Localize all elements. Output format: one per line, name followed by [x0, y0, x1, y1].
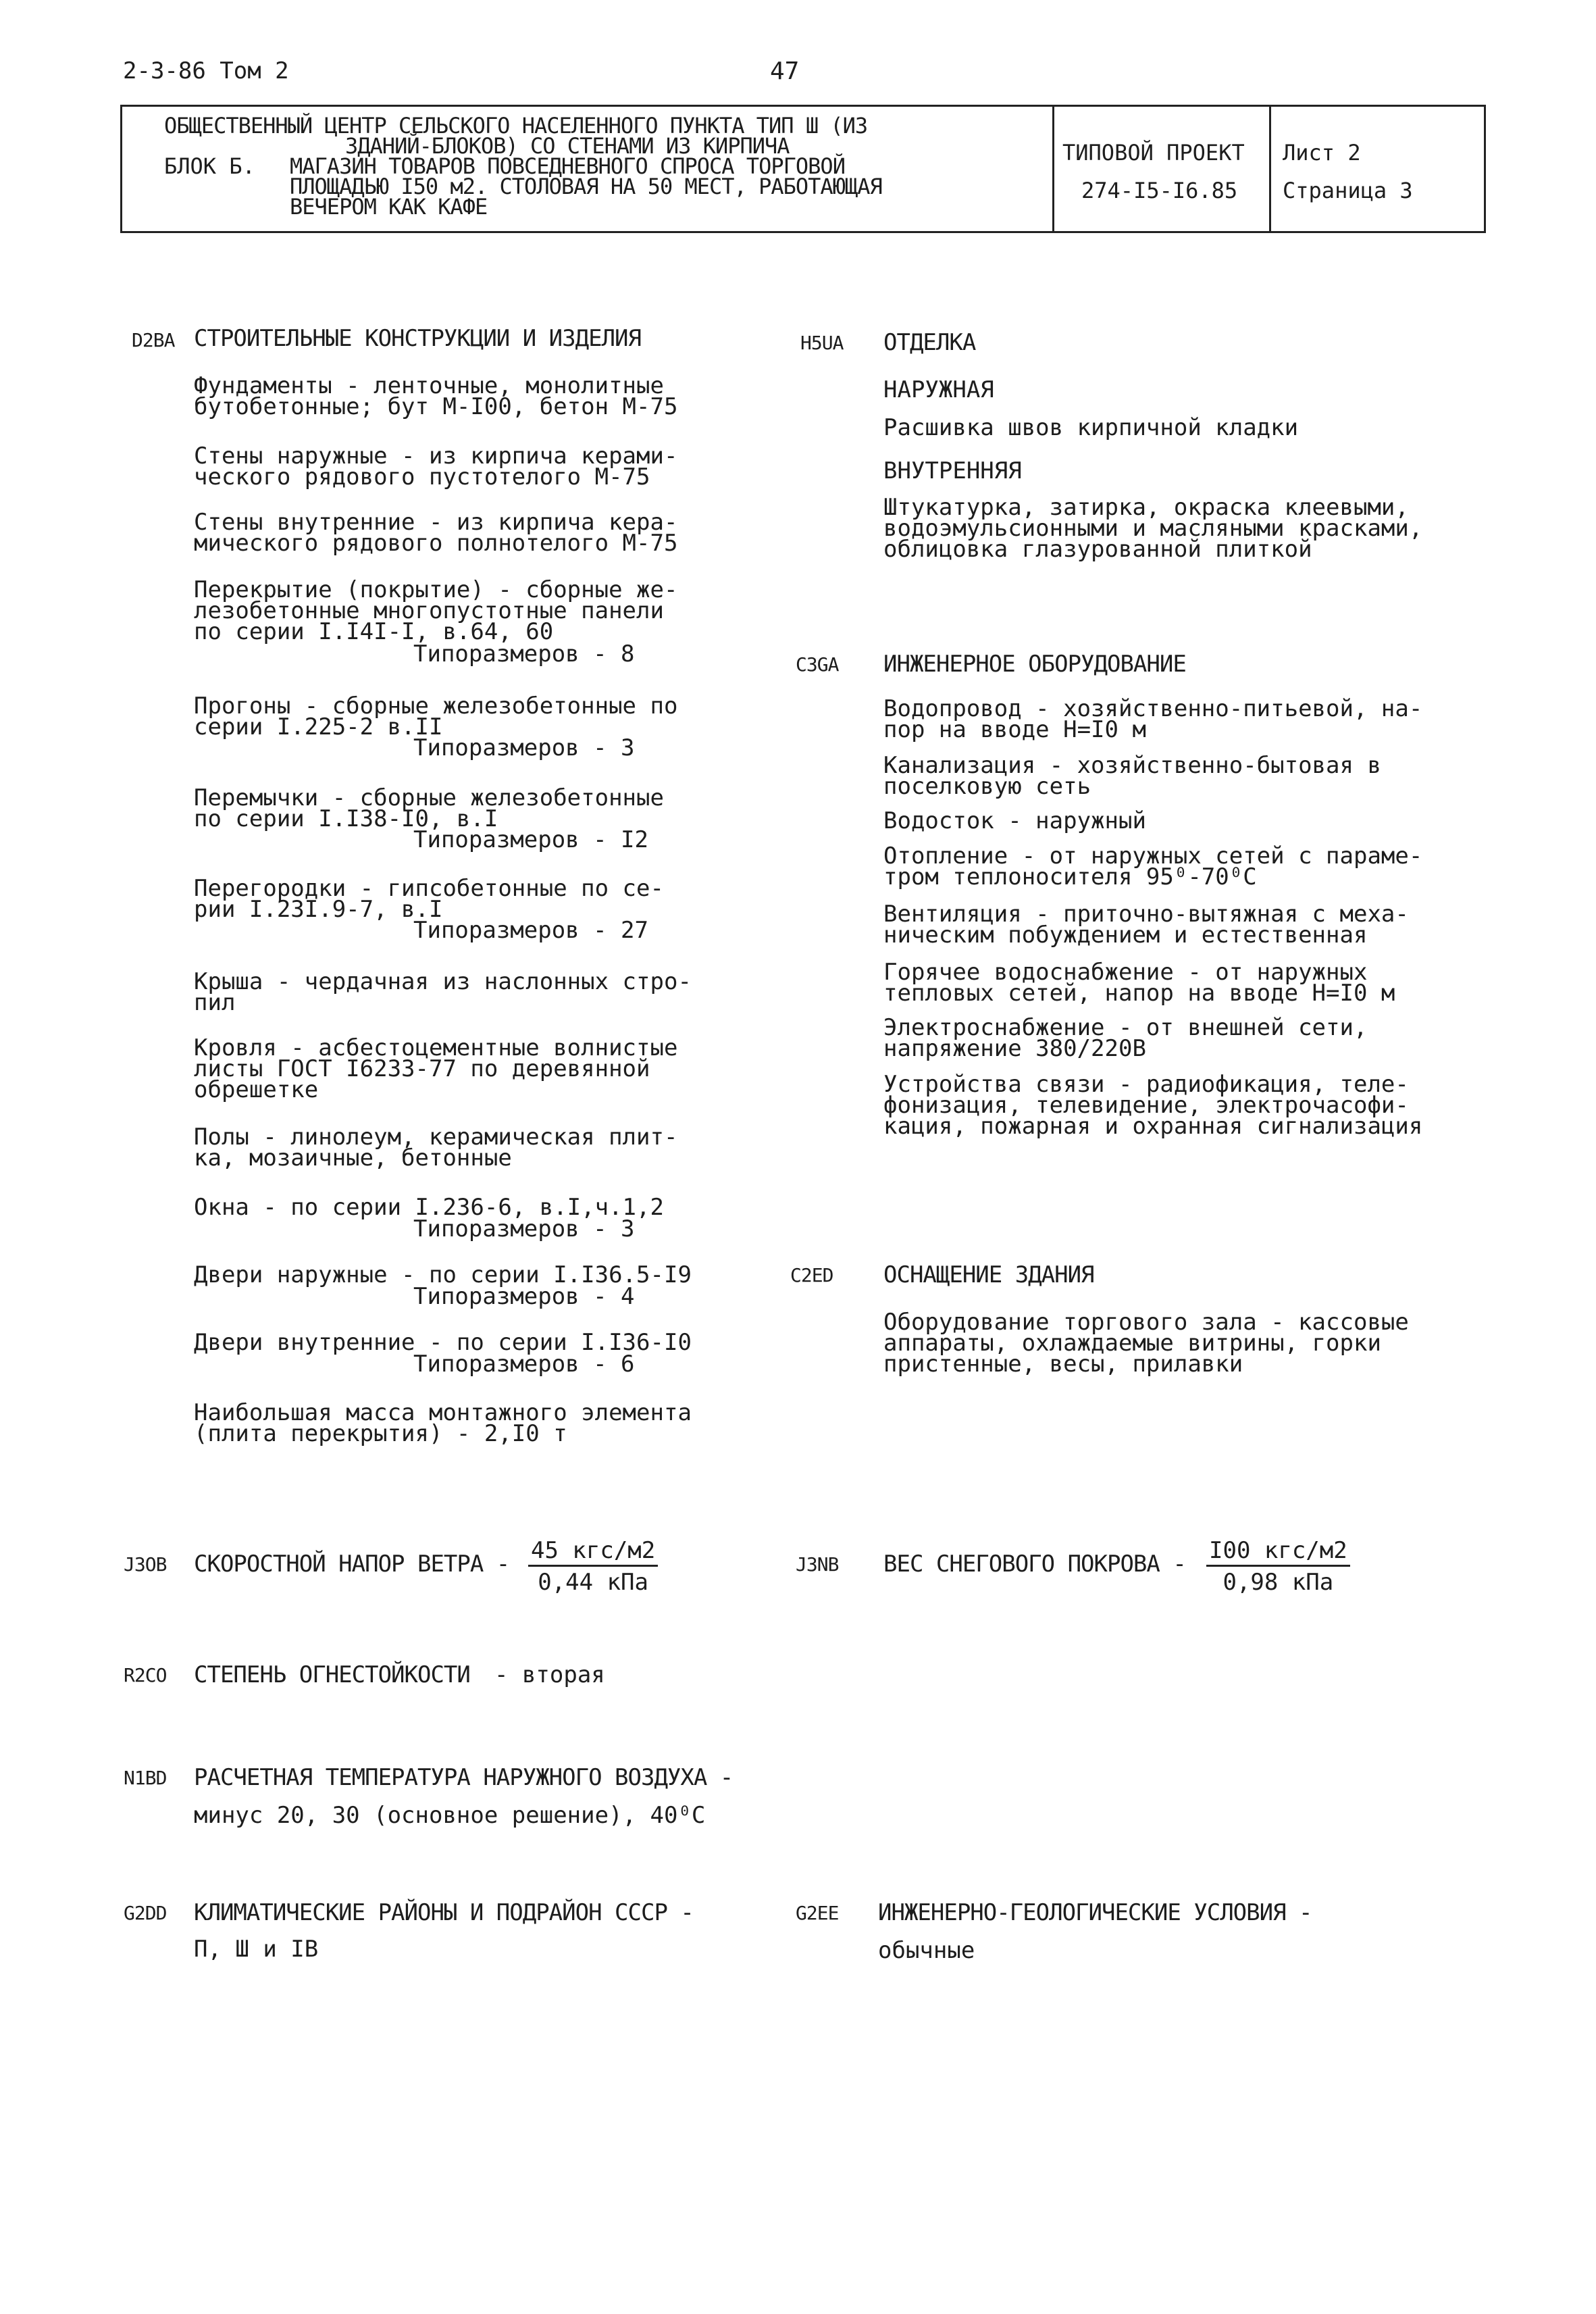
list-item: Вентиляция - приточно-вытяжная с меха- ническим побуждением и естественная	[883, 901, 1409, 949]
type-count: Типоразмеров - I2	[413, 826, 648, 853]
section-code: J3NB	[796, 1553, 839, 1576]
climate-regions-value: П, Ш и IВ	[194, 1936, 319, 1963]
title-line-5: ВЕЧЕРОМ КАК КАФЕ	[290, 194, 488, 220]
project-label: ТИПОВОЙ ПРОЕКТ	[1062, 140, 1245, 166]
wind-load-value	[528, 1539, 658, 1594]
list-item: Кровля - асбестоцементные волнистые листы ГОСТ I6233-77 по деревянной обрешетке	[194, 1034, 678, 1103]
section-code: G2DD	[124, 1902, 167, 1924]
geology-value: обычные	[878, 1937, 975, 1964]
fire-resistance-value: - вторая	[494, 1661, 605, 1688]
page-ref: 2-3-86 Том 2	[123, 57, 289, 84]
climate-regions-label: КЛИМАТИЧЕСКИЕ РАЙОНЫ И ПОДРАЙОН СССР -	[194, 1899, 694, 1926]
finish-inner-text: Штукатурка, затирка, окраска клеевыми, водоэмульсионными и масляными красками, облицовка глазурованной плиткой	[883, 494, 1423, 563]
list-item: Прогоны - сборные железобетонные по серии I.225-2 в.II	[194, 693, 678, 740]
fire-resistance-label: СТЕПЕНЬ ОГНЕСТОЙКОСТИ	[194, 1661, 470, 1688]
list-item: Канализация - хозяйственно-бытовая в поселковую сеть	[883, 752, 1381, 800]
list-item: Двери внутренние - по серии I.I36-I0	[194, 1329, 692, 1356]
title-line-2: ЗДАНИЙ-БЛОКОВ) СО СТЕНАМИ ИЗ КИРПИЧА	[345, 133, 790, 159]
title-block	[120, 105, 1486, 233]
list-item: Полы - линолеум, керамическая плит- ка, мозаичные, бетонные	[194, 1124, 678, 1172]
design-temperature-label: РАСЧЕТНАЯ ТЕМПЕРАТУРА НАРУЖНОГО ВОЗДУХА -	[194, 1764, 733, 1791]
list-item: Крыша - чердачная из наслонных стро- пил	[194, 968, 692, 1016]
section-code: H5UA	[800, 332, 844, 354]
list-item: Горячее водоснабжение - от наружных тепловых сетей, напор на вводе Н=I0 м	[883, 959, 1395, 1007]
list-item: Фундаменты - ленточные, монолитные бутобетонные; бут М-I00, бетон М-75	[194, 372, 678, 420]
section-code: C3GA	[796, 653, 839, 676]
list-item: Перегородки - гипсобетонные по се- рии I.23I.9-7, в.I	[194, 875, 664, 923]
geology-label: ИНЖЕНЕРНО-ГЕОЛОГИЧЕСКИЕ УСЛОВИЯ -	[878, 1899, 1312, 1926]
section-code: D2BA	[132, 329, 175, 351]
section-title-equipment: ОСНАЩЕНИЕ ЗДАНИЯ	[883, 1261, 1094, 1288]
list-item: Стены внутренние - из кирпича кера- мического рядового полнотелого М-75	[194, 509, 678, 557]
snow-load-kgf: I00 кгс/м2	[1206, 1539, 1350, 1567]
title-line-1: ОБЩЕСТВЕННЫЙ ЦЕНТР СЕЛЬСКОГО НАСЕЛЕННОГО ПУНКТА ТИП Ш (ИЗ	[164, 113, 868, 139]
title-line-3: МАГАЗИН ТОВАРОВ ПОВСЕДНЕВНОГО СПРОСА ТОРГОВОЙ	[290, 153, 845, 179]
type-count: Типоразмеров - 8	[413, 640, 635, 668]
type-count: Типоразмеров - 6	[413, 1351, 635, 1378]
finish-outer-label: НАРУЖНАЯ	[883, 376, 994, 403]
snow-load-value	[1206, 1539, 1350, 1594]
list-item: Наибольшая масса монтажного элемента (плита перекрытия) - 2,I0 т	[194, 1399, 692, 1447]
equipment-text: Оборудование торгового зала - кассовые аппараты, охлаждаемые витрины, горки пристенные, весы, прилавки	[883, 1309, 1409, 1378]
snow-load-label: ВЕС СНЕГОВОГО ПОКРОВА -	[883, 1551, 1186, 1578]
finish-outer-text: Расшивка швов кирпичной кладки	[883, 414, 1299, 441]
list-item: Отопление - от наружных сетей с параме- тром теплоносителя 95⁰-70⁰С	[883, 842, 1423, 890]
block-label: БЛОК Б.	[164, 153, 255, 179]
section-code: N1BD	[124, 1767, 167, 1789]
list-item: Стены наружные - из кирпича керами- ческого рядового пустотелого М-75	[194, 443, 678, 491]
page-label: Страница 3	[1283, 178, 1413, 203]
type-count: Типоразмеров - 4	[413, 1283, 635, 1310]
page-number: 47	[770, 57, 800, 85]
snow-load-kpa: 0,98 кПа	[1222, 1569, 1334, 1596]
project-number: 274-I5-I6.85	[1081, 178, 1238, 203]
section-title-finish: ОТДЕЛКА	[883, 329, 976, 356]
list-item: Окна - по серии I.236-6, в.I,ч.1,2	[194, 1194, 664, 1221]
list-item: Перемычки - сборные железобетонные по серии I.I38-I0, в.I	[194, 784, 664, 832]
section-title-engineering: ИНЖЕНЕРНОЕ ОБОРУДОВАНИЕ	[883, 651, 1186, 678]
wind-load-kgf: 45 кгс/м2	[528, 1539, 658, 1567]
list-item: Двери наружные - по серии I.I36.5-I9	[194, 1261, 692, 1288]
section-code: C2ED	[790, 1264, 833, 1286]
type-count: Типоразмеров - 27	[413, 917, 648, 944]
list-item: Перекрытие (покрытие) - сборные же- лезобетонные многопустотные панели по серии I.I4I-I, в.64, 60	[194, 576, 678, 645]
type-count: Типоразмеров - 3	[413, 1215, 635, 1242]
section-title-construction: СТРОИТЕЛЬНЫЕ КОНСТРУКЦИИ И ИЗДЕЛИЯ	[194, 325, 641, 352]
section-code: R2CO	[124, 1664, 167, 1686]
finish-inner-label: ВНУТРЕННЯЯ	[883, 457, 1022, 484]
section-code: G2EE	[796, 1902, 839, 1924]
design-temperature-value: минус 20, 30 (основное решение), 40⁰С	[194, 1802, 706, 1829]
section-code: J3OB	[124, 1553, 167, 1576]
wind-load-label: СКОРОСТНОЙ НАПОР ВЕТРА -	[194, 1551, 510, 1578]
list-item: Электроснабжение - от внешней сети, напряжение 380/220В	[883, 1014, 1368, 1062]
sheet-label: Лист 2	[1283, 140, 1361, 166]
list-item: Водосток - наружный	[883, 807, 1146, 834]
type-count: Типоразмеров - 3	[413, 734, 635, 761]
list-item: Устройства связи - радиофикация, теле- фонизация, телевидение, электрочасофи- кация, пожарная и охранная сигнализация	[883, 1071, 1423, 1140]
list-item: Водопровод - хозяйственно-питьевой, на- пор на вводе Н=I0 м	[883, 695, 1423, 743]
wind-load-kpa: 0,44 кПа	[538, 1569, 648, 1596]
title-line-4: ПЛОЩАДЬЮ I50 м2. СТОЛОВАЯ НА 50 МЕСТ, РАБОТАЮЩАЯ	[290, 174, 882, 199]
